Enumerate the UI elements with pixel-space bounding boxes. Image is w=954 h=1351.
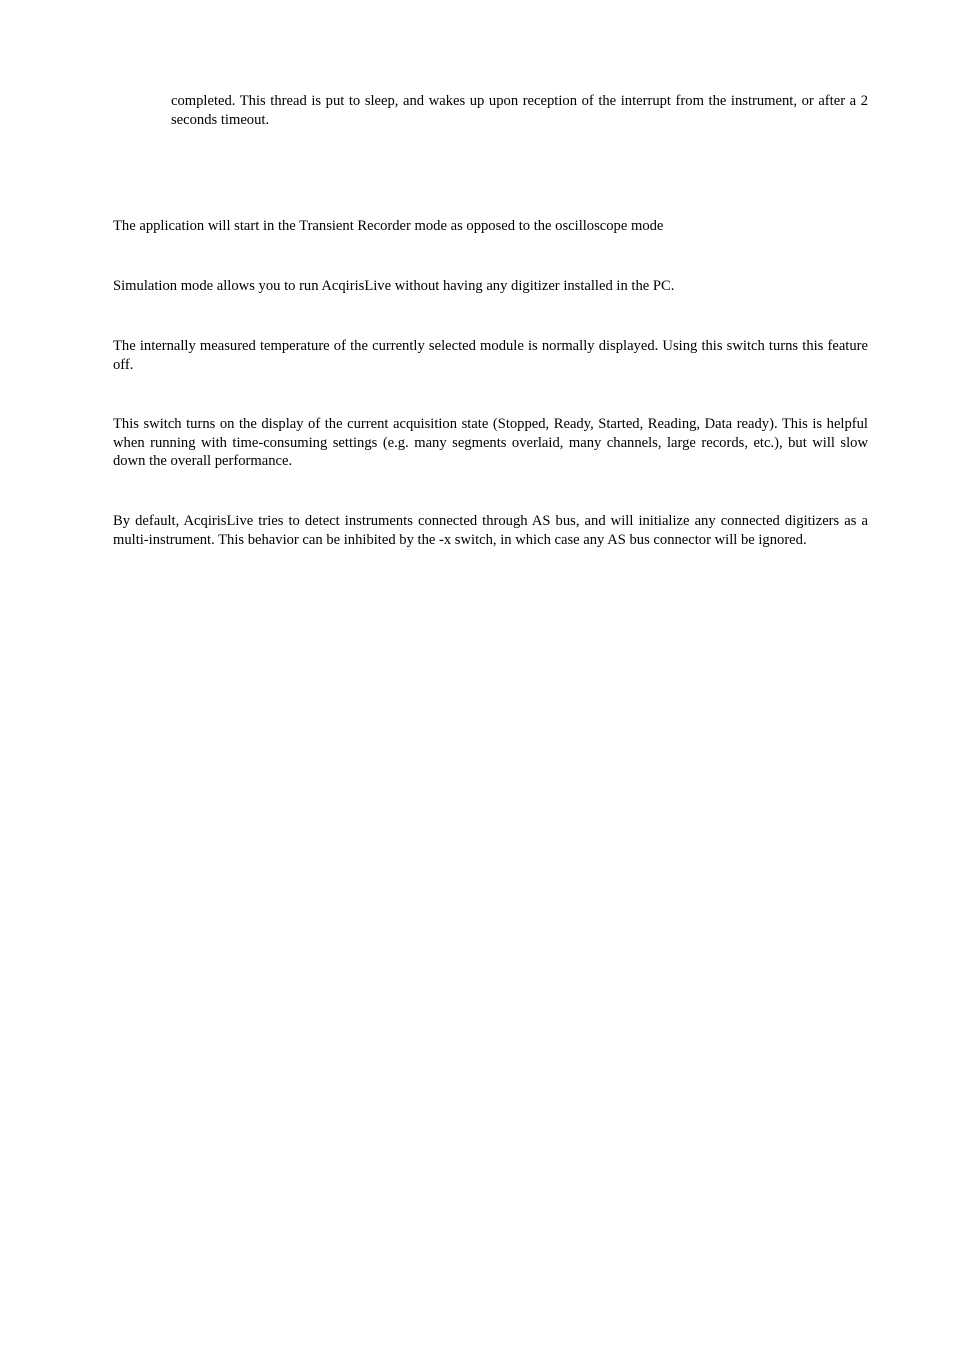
continued-paragraph: completed. This thread is put to sleep, and wakes up upon reception of the interrupt from the instrument, or after a 2 seconds timeout. (171, 93, 868, 128)
transient-recorder-paragraph: The application will start in the Transient Recorder mode as opposed to the oscilloscope mode (113, 218, 664, 234)
as-bus-paragraph: By default, AcqirisLive tries to detect instruments connected through AS bus, and will initialize any connected digitizers as a multi-instrument. This behavior can be inhibited by the -x switch, in which case any AS bus connector will be ignored. (113, 513, 868, 548)
temperature-paragraph: The internally measured temperature of the currently selected module is normally displayed. Using this switch turns this feature off. (113, 338, 868, 373)
acquisition-state-paragraph: This switch turns on the display of the current acquisition state (Stopped, Ready, Started, Reading, Data ready). This is helpful when running with time-consuming settings (e.g. many segments overlaid, many channels, large records, etc.), but will slow down the overall performance. (113, 416, 868, 470)
simulation-mode-paragraph: Simulation mode allows you to run AcqirisLive without having any digitizer installed in the PC. (113, 278, 675, 294)
